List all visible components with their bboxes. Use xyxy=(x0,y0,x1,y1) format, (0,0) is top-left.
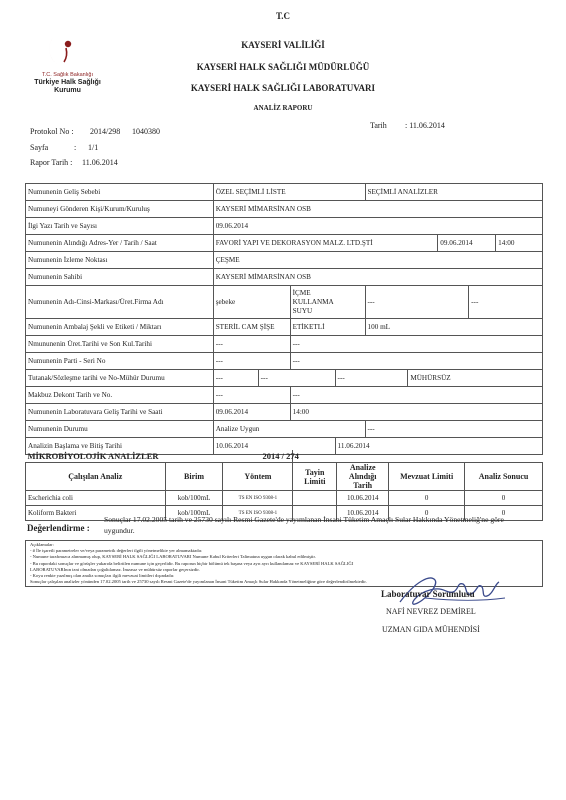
cell: STERİL CAM ŞİŞE xyxy=(213,319,290,336)
logo-text-mid: Türkiye Halk Sağlığı xyxy=(34,79,101,86)
signature-title: UZMAN GIDA MÜHENDİSİ xyxy=(382,625,480,634)
cell: --- xyxy=(213,370,258,387)
cell: --- xyxy=(469,286,543,319)
cell: ÖZEL SEÇİMLİ LİSTE xyxy=(213,184,365,201)
cell: KAYSERİ MİMARSİNAN OSB xyxy=(213,269,542,286)
row-label: Numunenin Alındığı Adres-Yer / Tarih / Saat xyxy=(26,235,214,252)
notes-title: Açıklamalar: xyxy=(30,542,54,547)
date-label: Tarih xyxy=(370,121,387,130)
row-monitoring xyxy=(26,252,543,269)
cell: 09.06.2014 xyxy=(438,235,496,252)
cell: --- xyxy=(213,336,290,353)
row-batch xyxy=(26,353,543,370)
micro-ref: 2014 / 274 xyxy=(262,451,299,461)
analysis-date: 10.06.2014 xyxy=(337,506,389,521)
header-line1: KAYSERİ VALİLİĞİ xyxy=(241,40,325,50)
cell: SEÇİMLİ ANALİZLER xyxy=(365,184,543,201)
row-label: Numunenin Laboratuvara Geliş Tarihi ve Saati xyxy=(26,404,214,421)
cell: --- xyxy=(365,421,543,438)
water-text: SUYU xyxy=(292,306,313,315)
row-label: İlgi Yazı Tarih ve Sayısı xyxy=(26,218,214,235)
row-label: Numunenin Adı-Cinsi-Markası/Üret.Firma Adı xyxy=(26,286,214,319)
page-value: 1/1 xyxy=(88,143,99,152)
cell: --- xyxy=(365,286,469,319)
cell: FAVORİ YAPI VE DEKORASYON MALZ. LTD.ŞTİ xyxy=(213,235,438,252)
cell: 11.06.2014 xyxy=(335,438,542,455)
header-tc: T.C xyxy=(275,11,291,21)
cell: ETİKETLİ xyxy=(290,319,365,336)
notes-line: Sonuçlar çalışılan analizler yönünden 17.02.2005 tarih ve 25730 sayılı Resmi Gazete'de yayımlanan İnsani Tüketim Amaçlı Sular Hakkında Yönetmeliğine göre değerlendirilmektedir. xyxy=(30,579,367,585)
protocol-label: Protokol No : xyxy=(30,127,74,136)
col-header: Analize Alındığı Tarih xyxy=(337,463,389,491)
cell: 09.06.2014 xyxy=(213,404,290,421)
row-label: Makbuz Dekont Tarih ve No. xyxy=(26,387,214,404)
micro-title-spacer xyxy=(293,450,543,463)
result: 0 xyxy=(465,506,543,521)
micro-title xyxy=(26,450,299,463)
unit: kob/100mL xyxy=(165,491,223,506)
cell: --- xyxy=(213,387,290,404)
page-label: Sayfa xyxy=(30,143,49,152)
analysis-name: Koliform Bakteri xyxy=(26,506,166,521)
row-receipt xyxy=(26,387,543,404)
cell: --- xyxy=(258,370,335,387)
notes-line: LABORATUVARInın izni olmadan çoğaltılamaz. İmzasız ve mühürsüz raporlar geçersizdir. xyxy=(30,566,200,572)
cell: 14:00 xyxy=(290,404,542,421)
header-report-title: ANALİZ RAPORU xyxy=(253,104,313,112)
protocol-number: 1040380 xyxy=(132,127,160,136)
row-production xyxy=(26,336,543,353)
analysis-date: 10.06.2014 xyxy=(337,491,389,506)
cell: MÜHÜRSÜZ xyxy=(408,370,543,387)
col-header: Tayin Limiti xyxy=(293,463,337,491)
date-value: : 11.06.2014 xyxy=(405,121,445,130)
col-header: Mevzuat Limiti xyxy=(389,463,465,491)
cell xyxy=(290,286,365,319)
row-label: Numunenin Ambalaj Şekli ve Etiketi / Miktarı xyxy=(26,319,214,336)
row-label: Numunenin Durumu xyxy=(26,421,214,438)
row-status xyxy=(26,421,543,438)
report-date-label: Rapor Tarih : xyxy=(30,158,73,167)
evaluation-line2: uygundur. xyxy=(104,526,135,535)
cell: ÇEŞME xyxy=(213,252,542,269)
row-label: Numunenin Parti - Seri No xyxy=(26,353,214,370)
cell: 09.06.2014 xyxy=(213,218,542,235)
cell: --- xyxy=(290,336,542,353)
cell: --- xyxy=(335,370,408,387)
micro-title-text: MİKROBİYOLOJİK ANALİZLER xyxy=(27,451,159,461)
signature-role: Laboratuvar Sorumlusu xyxy=(381,589,475,599)
row-letter xyxy=(26,218,543,235)
cell: --- xyxy=(213,353,290,370)
header-line3: KAYSERİ HALK SAĞLIĞI LABORATUVARI xyxy=(190,83,376,93)
row-label: Tutanak/Sözleşme tarihi ve No-Mühür Durumu xyxy=(26,370,214,387)
analysis-name: Escherichia coli xyxy=(26,491,166,506)
row-address xyxy=(26,235,543,252)
report-date-value: 11.06.2014 xyxy=(82,158,118,167)
page-sep: : xyxy=(74,143,77,152)
row-label: Numunenin Sahibi xyxy=(26,269,214,286)
cell: Analize Uygun xyxy=(213,421,365,438)
col-header: Birim xyxy=(165,463,223,491)
row-sender xyxy=(26,201,543,218)
row-reason xyxy=(26,184,543,201)
evaluation-line1: Sonuçlar 17.02.2005 tarih ve 25730 sayılı Resmi Gazete'de yayımlanan İnsani Tüketim Amaçlı Sular Hakkında Yönetmeliğ'ne göre xyxy=(104,515,504,524)
col-header: Yöntem xyxy=(223,463,293,491)
notes-line: - Koyu renkte yazılmış olan analiz sonuçları ilgili mevzuat limitleri dışındadır. xyxy=(30,573,175,579)
micro-analysis-table xyxy=(25,450,543,521)
method: TS EN ISO 9308-1 xyxy=(223,506,293,521)
cell: KAYSERİ MİMARSİNAN OSB xyxy=(213,201,542,218)
cell: 10.06.2014 xyxy=(213,438,335,455)
table-row xyxy=(26,491,543,506)
row-package xyxy=(26,319,543,336)
evaluation-label: Değerlendirme : xyxy=(27,523,90,533)
row-seal xyxy=(26,370,543,387)
cell: 14:00 xyxy=(496,235,543,252)
micro-title-row xyxy=(26,450,543,463)
row-owner xyxy=(26,269,543,286)
row-label: Numunenin Geliş Sebebi xyxy=(26,184,214,201)
row-arrival xyxy=(26,404,543,421)
cell: 100 mL xyxy=(365,319,543,336)
detection-limit xyxy=(293,491,337,506)
regulation-limit: 0 xyxy=(389,506,465,521)
sample-info-table xyxy=(25,183,543,455)
logo-text-bottom: Kurumu xyxy=(54,87,81,94)
regulation-limit: 0 xyxy=(389,491,465,506)
notes-line: - Bu rapordaki sonuçlar ve görüşler yukarıda belirtilen numune için geçerlidir. Bu raporun hiçbir bölümü tek başına veya ayrı ayrı kullanılamaz ve KAYSERİ HALK SAĞLIĞI xyxy=(30,560,354,566)
col-header: Çalışılan Analiz xyxy=(26,463,166,491)
row-label: Numuneyi Gönderen Kişi/Kurum/Kuruluş xyxy=(26,201,214,218)
signature-name: NAFİ NEVREZ DEMİREL xyxy=(386,607,476,616)
row-label: Nmununenin Üret.Tarihi ve Son Kul.Tarihi xyxy=(26,336,214,353)
cell: --- xyxy=(290,387,542,404)
notes-line: - # İle işaretli parametreler ve/veya parametrik değerleri ilgili yönetmelikte yer almamaktadır. xyxy=(30,548,203,554)
notes-line: - Numune tarafımızca alınmamış olup, KAYSERİ HALK SAĞLIĞI LABORATUVARI Numune Kabul Kriterleri Talimatına uygun olarak kabul edilmiştir. xyxy=(30,554,316,560)
result: 0 xyxy=(465,491,543,506)
header-line2: KAYSERİ HALK SAĞLIĞI MÜDÜRLÜĞÜ xyxy=(196,62,370,72)
unit: kob/100mL xyxy=(165,506,223,521)
use-text: KULLANMA xyxy=(292,297,334,306)
col-header: Analiz Sonucu xyxy=(465,463,543,491)
cell: şebeke xyxy=(213,286,290,319)
method: TS EN ISO 9308-1 xyxy=(223,491,293,506)
row-name xyxy=(26,286,543,319)
logo-text-top: T.C. Sağlık Bakanlığı xyxy=(41,72,94,78)
drink-text: İÇME xyxy=(292,288,311,297)
row-label: Numunenin İzleme Noktası xyxy=(26,252,214,269)
cell: --- xyxy=(290,353,542,370)
micro-header-row xyxy=(26,463,543,491)
protocol-value: 2014/298 xyxy=(90,127,121,136)
row-label: Analizin Başlama ve Bitiş Tarihi xyxy=(26,438,214,455)
